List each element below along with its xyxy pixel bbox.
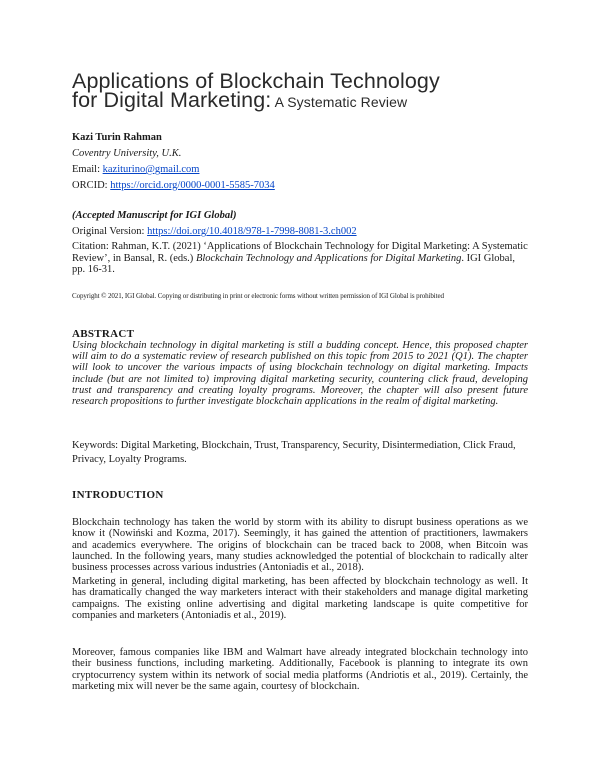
citation: [72, 241, 528, 276]
title-line-1: Applications of Blockchain Technology: [72, 69, 440, 93]
intro-paragraph-2: Marketing in general, including digital marketing, has been affected by blockchain technology as well. It has dramatically changed the way marketers interact with their stakeholders and manage digital marketing campaigns. The existing online advertising and digital marketing landscape is quite competitive for companies and marketers (Antoniadis et al., 2019).: [72, 576, 528, 621]
introduction-heading: INTRODUCTION: [72, 489, 164, 501]
citation-book-title: Blockchain Technology and Applications for Digital Marketing: [195, 252, 462, 264]
orcid-link[interactable]: https://orcid.org/0000-0001-5585-7034: [110, 180, 275, 191]
paper-subtitle: A Systematic Review: [271, 94, 408, 110]
abstract-text: Using blockchain technology in digital marketing is still a budding concept. Hence, this proposed chapter will aim to do a systematic review of research published on this topic from 2015 to 2021 (Q1). The chapter will look to uncover the various impacts of using blockchain technology on digital marketing. Impacts include (but are not limited to) improving digital marketing security, countering click fraud, developing trust and transparency and creating loyalty programs. Moreover, the chapter will also present future research propositions to further investigate blockchain applications in the realm of digital marketing.: [72, 340, 528, 408]
author-email-line: [72, 164, 528, 175]
keywords: Keywords: Digital Marketing, Blockchain, Trust, Transparency, Security, Disintermediation, Click Fraud, Privacy, Loyalty Programs.: [72, 440, 516, 465]
accepted-manuscript-note: (Accepted Manuscript for IGI Global): [72, 210, 237, 221]
author-affiliation: Coventry University, U.K.: [72, 148, 182, 159]
copyright-notice: Copyright © 2021, IGI Global. Copying or distributing in print or electronic forms without written permission of IGI Global is prohibited: [72, 292, 444, 300]
doi-link[interactable]: https://doi.org/10.4018/978-1-7998-8081-3.ch002: [147, 226, 357, 237]
intro-paragraph-1: Blockchain technology has taken the world by storm with its ability to disrupt business operations as we know it (Nowiński and Kozma, 2017). Seemingly, it has gained the attention of practitioners, lawmakers and academics everywhere. The origins of blockchain can be traced back to 2008, when Bitcoin was launched. In the following years, many studies acknowledged the potential of blockchain to radically alter business processes across various industries (Antoniadis et al., 2018).: [72, 517, 528, 574]
abstract-heading: ABSTRACT: [72, 328, 135, 340]
email-link[interactable]: kaziturino@gmail.com: [102, 164, 200, 175]
paper-title: [72, 69, 528, 112]
author-orcid-line: [72, 180, 528, 191]
original-version-line: [72, 226, 528, 237]
email-label: Email:: [72, 164, 103, 175]
intro-paragraph-3: Moreover, famous companies like IBM and Walmart have already integrated blockchain technology into their business functions, including marketing. Additionally, Facebook is planning to integrate its own cryptocurrency system within its network of social media platforms (Andriotis et al., 2019). Certainly, the marketing mix will never be the same again, courtesy of blockchain.: [72, 647, 528, 692]
citation-prefix: Citation: Rahman, K.T. (2021) ‘Applications of Blockchain Technology for Digital Marketing: A Systematic Review’, in Bansal, R. (eds.): [72, 241, 528, 264]
citation-suffix: . IGI Global, pp. 16-31.: [72, 252, 515, 275]
orcid-label: ORCID:: [72, 180, 111, 191]
author-name: Kazi Turin Rahman: [72, 132, 162, 143]
title-line-2: for Digital Marketing:: [72, 88, 272, 112]
original-version-label: Original Version:: [72, 226, 148, 237]
